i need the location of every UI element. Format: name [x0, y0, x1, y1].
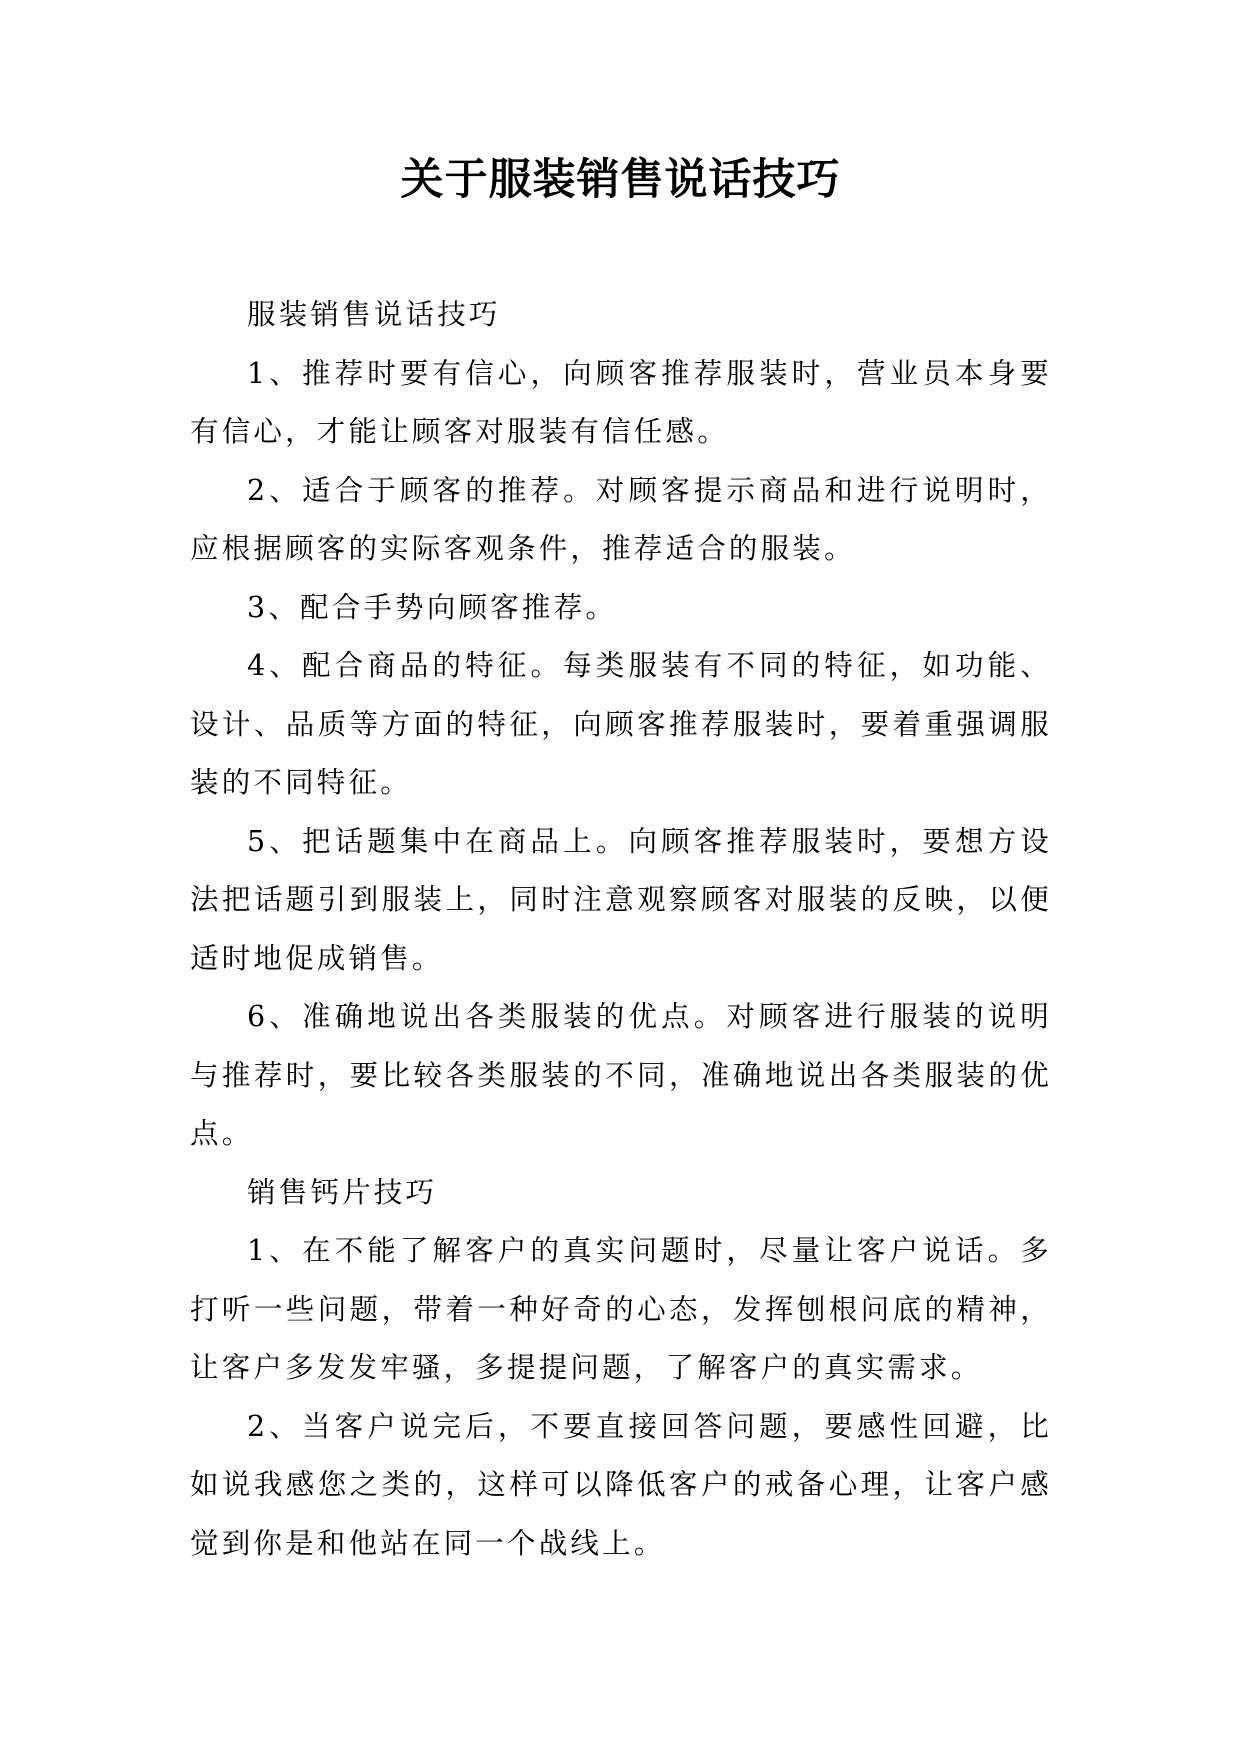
paragraph: 2、当客户说完后，不要直接回答问题，要感性回避，比如说我感您之类的，这样可以降低客户的戒备心理，让客户感觉到你是和他站在同一个战线上。 — [190, 1409, 1052, 1560]
paragraph: 2、适合于顾客的推荐。对顾客提示商品和进行说明时，应根据顾客的实际客观条件，推荐适合的服装。 — [190, 473, 1052, 565]
paragraph: 4、配合商品的特征。每类服装有不同的特征，如功能、设计、品质等方面的特征，向顾客推荐服装时，要着重强调服装的不同特征。 — [190, 649, 1052, 799]
paragraph: 1、推荐时要有信心，向顾客推荐服装时，营业员本身要有信心，才能让顾客对服装有信任感。 — [190, 356, 1052, 448]
paragraph: 3、配合手势向顾客推荐。 — [247, 590, 618, 624]
paragraph: 6、准确地说出各类服装的优点。对顾客进行服装的说明与推荐时，要比较各类服装的不同，准确地说出各类服装的优点。 — [190, 1000, 1052, 1150]
document-body — [190, 286, 1052, 1573]
paragraph-heading-clothing: 服装销售说话技巧 — [247, 298, 501, 331]
document-title: 关于服装销售说话技巧 — [400, 155, 841, 205]
paragraph: 1、在不能了解客户的真实问题时，尽量让客户说话。多打听一些问题，带着一种好奇的心态，发挥刨根问底的精神，让客户多发发牢骚，多提提问题，了解客户的真实需求。 — [190, 1234, 1052, 1384]
paragraph-heading-calcium: 销售钙片技巧 — [247, 1175, 438, 1209]
paragraph: 5、把话题集中在商品上。向顾客推荐服装时，要想方设法把话题引到服装上，同时注意观察顾客对服装的反映，以便适时地促成销售。 — [190, 824, 1052, 975]
